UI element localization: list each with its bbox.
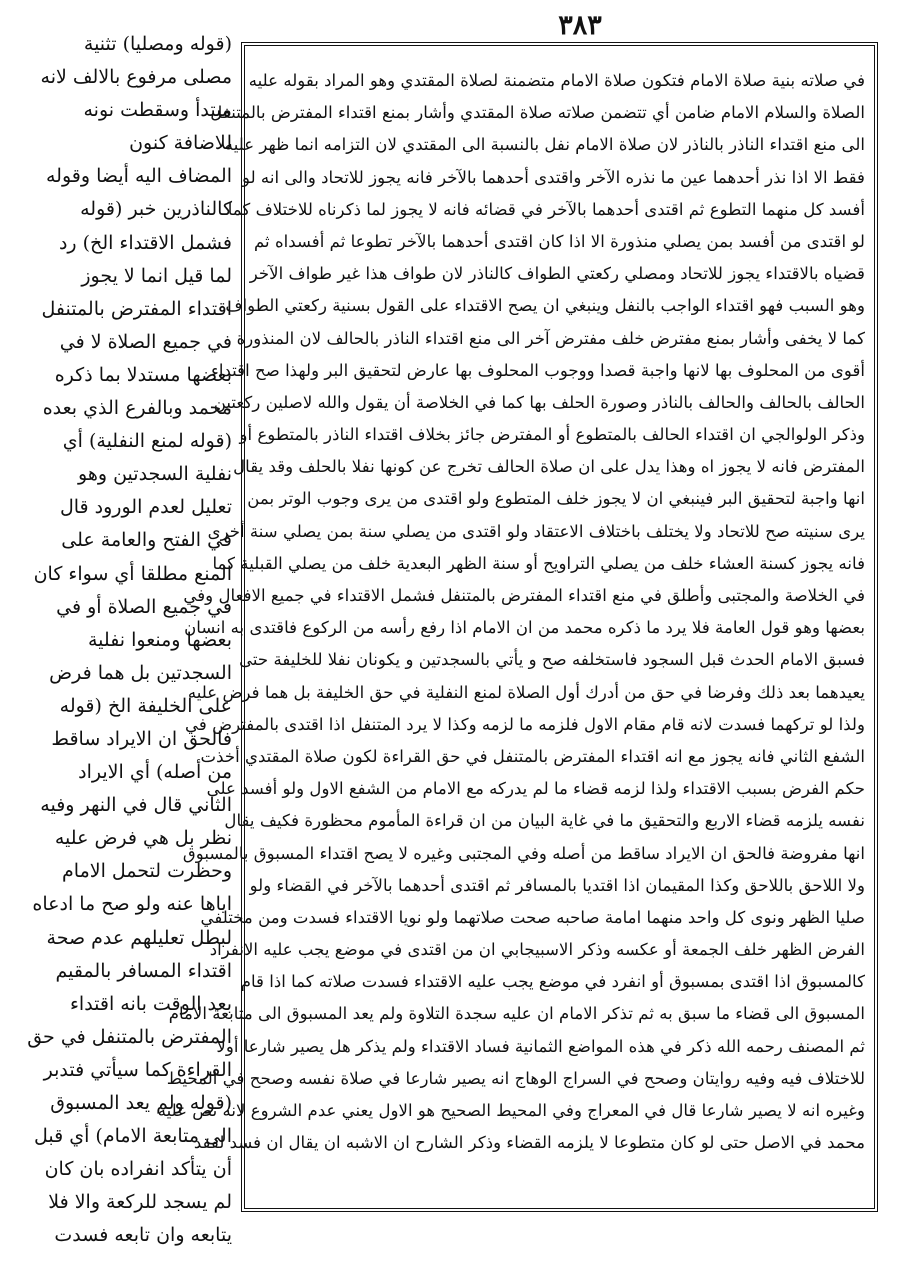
margin-text-line: المفترض بالمتنفل في حق [27, 1025, 232, 1048]
main-text-line: المسبوق الى قضاء ما سبق به ثم تذكر الامام ان عليه سجدة التلاوة ولم يعد المسبوق الى متابعة الامام [168, 1004, 865, 1024]
margin-text-line: الثاني قال في النهر وفيه [40, 794, 232, 817]
margin-text-line: فشمل الاقتداء الخ) رد [58, 231, 232, 254]
main-text-line: الفرض الظهر خلف الجمعة أو عكسه وذكر الاسبيجابي ان من اقتدى في موضع يجب عليه الانفراد [209, 940, 865, 960]
margin-text-line: اقتداء المفترض بالمتنفل [41, 297, 232, 320]
main-text-line: أقوى من المحلوف بها لانها واجبة قصدا ووجوب المحلوف بها عارض لتحقيق البر ولهذا صح اقتداء [211, 360, 865, 380]
main-text-line: كالمسبوق اذا اقتدى بمسبوق أو انفرد في موضع يجب عليه الاقتداء فسدت صلاته كما اذا قام [240, 972, 865, 992]
main-text-line: وغيره انه لا يصير شارعا قال في المعراج وفي المحيط الصحيح هو الاول يعني عدم الشروع لانه نص عليه [157, 1101, 865, 1120]
main-text-line: بعضها وهو قول العامة فلا يرد ما ذكره محمد من ان الامام اذا رفع رأسه من الركوع فاقتدى به انسان [184, 618, 865, 638]
main-text-line: انها مفروضة فالحق ان الايراد ساقط من أصله وفي المجتبى وغيره لا يصح اقتداء المسبوق بالمسبوق [182, 843, 865, 863]
margin-text-line: نفلية السجدتين وهو [78, 463, 232, 486]
margin-text-line: الى متابعة الامام) أي قبل [33, 1125, 232, 1148]
main-text-line: في صلاته بنية صلاة الامام فتكون صلاة الامام متضمنة لصلاة المقتدي وهو المراد بقوله عليه [248, 71, 865, 90]
margin-text-line: المنع مطلقا أي سواء كان [33, 562, 232, 585]
margin-text-line: (قوله ولم يعد المسبوق [50, 1092, 232, 1114]
margin-text-line: القراءة كما سيأتي فتدبر [43, 1058, 232, 1081]
margin-text-line: يتابعه وان تابعه فسدت [54, 1224, 232, 1247]
margin-text-line: وحظرت لتحمل الامام [62, 860, 232, 883]
page-number: ٣٨٣ [558, 10, 602, 41]
main-text-line: للاختلاف فيه وفيه روايتان وصحح في السراج الوهاج انه يصير شارعا في صلاة نفسه وصحح في المحيط [166, 1068, 865, 1088]
main-text-line: حكم الفرض بسبب الاقتداء ولذا لزمه قضاء ما لم يدركه مع الامام من الشفع الاول ولو أفسد على [206, 779, 865, 799]
main-text-line: الى منع اقتداء الناذر بالناذر لان صلاة الامام نفل بالنسبة الى المقتدي لان التزامه انما ظهر عليه [224, 135, 865, 155]
margin-text-line: في الفتح والعامة على [61, 529, 232, 552]
margin-text-line: في جميع الصلاة لا في [59, 330, 232, 353]
margin-text-line: اقتداء المسافر بالمقيم [55, 959, 232, 982]
margin-text-line: على الخليفة الخ (قوله [59, 694, 232, 717]
main-text-line: ولذا لو تركهما فسدت لانه قام مقام الاول فلزمه ما لزمه وكذا لا يرد المتنفل اذا اقتدى بالمفترض في [185, 714, 865, 734]
margin-text-line: كالناذرين خبر (قوله [80, 198, 232, 221]
main-text-line: في الخلاصة والمجتبى وأطلق في منع اقتداء المفترض بالمتنفل فشمل الاقتداء في جميع الافعال وفي [183, 586, 865, 605]
main-text-line: فقط الا اذا نذر أحدهما عين ما نذره الآخر واقتدى أحدهما بالآخر فانه يجوز للاتحاد والى انه لو [242, 167, 865, 187]
main-text-line: الصلاة والسلام الامام ضامن أي تتضمن صلاته صلاة المقتدي وأشار بمنع اقتداء المفترض بالمتنفل [210, 103, 865, 123]
main-text-line: الحالف بالحالف والحالف بالناذر وصورة الحلف بها كما في الخلاصة أن يقول والله لاصلين ركعتين [213, 392, 865, 412]
main-text-line: الشفع الثاني فانه يجوز مع انه اقتداء المفترض بالمتنفل في حق القراءة لكون صلاة المقتدي أخذت [200, 746, 865, 766]
margin-text-line: فالحق ان الايراد ساقط [51, 727, 232, 750]
main-text-line: وهو السبب فهو اقتداء الواجب بالنفل وينبغي ان يصح الاقتداء على القول بسنية ركعتي الطواف [225, 296, 865, 316]
main-text-line: ولا اللاحق باللاحق وكذا المقيمان اذا اقتديا بالمسافر ثم اقتدى أحدهما بالآخر في القضاء ولو [249, 875, 865, 895]
margin-text-line: نظر بل هي فرض عليه [54, 827, 232, 850]
main-text-line: ثم المصنف رحمه الله ذكر في هذه المواضع الثمانية فساد الاقتداء ولم يذكر هل يصير شارعا أولا [216, 1036, 865, 1056]
margin-text-line: اياها عنه ولو صح ما ادعاه [32, 893, 232, 916]
margin-text-line: لبطل تعليلهم عدم صحة [46, 926, 232, 949]
margin-text-line: لما قيل انما لا يجوز [81, 264, 232, 287]
main-text-line: نفسه يلزمه قضاء الاربع والتحقيق ما في غاية البيان من ان قراءة المأموم محظورة فكيف يقال [224, 811, 865, 831]
main-text-line: قضياه بالاقتداء يجوز للاتحاد ومصلي ركعتي الطواف كالناذر لان طواف هذا غير طواف الآخر [249, 264, 865, 284]
main-text-line: فسبق الامام الحدث قبل السجود فاستخلفه صح و يأتي بالسجدتين و يكونان نفلا للخليفة حتى [239, 650, 865, 670]
margin-text-line: تعليل لعدم الورود قال [59, 496, 232, 519]
margin-text-line: (قوله لمنع النفلية) أي [62, 430, 232, 453]
main-text-line: المفترض فانه لا يجوز اه وهذا يدل على ان صلاة الحالف تخرج عن كونها نفلا بالحلف وقد يقال [233, 457, 865, 477]
margin-text-line: بعد الوقت بانه اقتداء [69, 992, 232, 1015]
margin-text-line: من أصله) أي الايراد [78, 761, 232, 784]
margin-text-line: (قوله ومصليا) تثنية [83, 33, 232, 55]
main-text-line: أفسد كل منهما التطوع ثم اقتدى أحدهما بالآخر في قضائه فانه لا يجوز لما ذكرناه للاختلاف كما [227, 199, 865, 219]
main-text-line: كما لا يخفى وأشار بمنع مفترض خلف مفترض آخر الى منع اقتداء الناذر بالحالف لان المنذورة [236, 328, 865, 348]
margin-text-line: المضاف اليه أيضا وقوله [45, 165, 232, 188]
margin-commentary [7, 28, 232, 1252]
main-text-line: لو اقتدى من أفسد بمن يصلي منذورة الا اذا كان اقتدى أحدهما بالآخر تطوعا ثم أفسداه ثم [254, 231, 865, 251]
main-text-line: وذكر الولوالجي ان اقتداء الحالف بالمتطوع أو المفترض جائز بخلاف اقتداء الناذر بالمتطوع أو [239, 425, 865, 445]
main-text-line: يرى سنيته صح للاتحاد ولا يختلف باختلاف الاعتقاد ولو اقتدى من يصلي سنة بمن يصلي سنة أخرى [207, 521, 865, 541]
margin-text-line: السجدتين بل هما فرض [49, 661, 232, 684]
margin-text-line: لم يسجد للركعة والا فلا [48, 1191, 232, 1214]
main-text-line: صليا الظهر ونوى كل واحد منهما امامة صاحبه صحت صلاتهما ولو نويا الاقتداء فسدت ومن مختلفي [200, 907, 865, 927]
margin-text-line: للاضافة كنون [129, 132, 232, 155]
margin-text-line: مصلى مرفوع بالالف لانه [40, 66, 232, 89]
main-text-line: فانه يجوز كسنة العشاء خلف من يصلي التراويح أو سنة الظهر البعدية خلف من يصلي القبلية كما [212, 553, 865, 573]
margin-text-line: في جميع الصلاة أو في [56, 595, 232, 618]
main-text-line: محمد في الاصل حتى لو كان متطوعا لا يلزمه القضاء وذكر الشارح ان الاشبه ان يقال ان فسد لفقد [193, 1133, 865, 1153]
margin-text-line: بعضها مستدلا بما ذكره [54, 363, 232, 386]
margin-text-line: أن يتأكد انفراده بان كان [44, 1158, 232, 1181]
margin-text-line: محمد وبالفرع الذي بعده [42, 397, 232, 420]
main-text-line: يعيدهما بعد ذلك وفرضا في حق من أدرك أول الصلاة لمنع النفلية في حق الخليفة بل هما فرض عليه [187, 682, 865, 702]
margin-text-line: مبتدأ وسقطت نونه [83, 99, 232, 122]
main-text-line: انها واجبة لتحقيق البر فينبغي ان لا يجوز خلف المتطوع ولو اقتدى من يرى وجوب الوتر بمن [247, 489, 865, 509]
margin-text-line: بعضها ومنعوا نفلية [87, 628, 232, 651]
